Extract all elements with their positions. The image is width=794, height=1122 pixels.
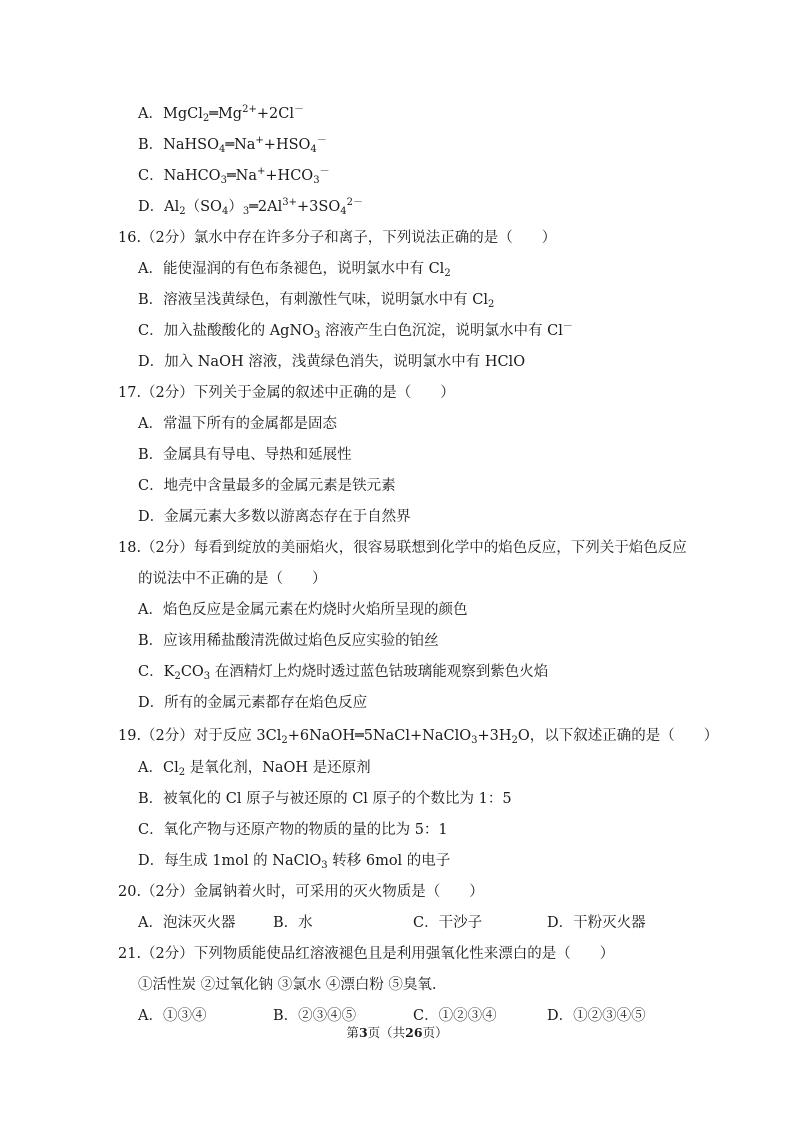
page-footer: 第3页（共26页） bbox=[346, 1025, 448, 1040]
q20-options bbox=[138, 913, 678, 933]
q16-option-a: A．能使湿润的有色布条褪色，说明氯水中有 $Cl_2$ bbox=[138, 261, 451, 279]
q18-option-d: D．所有的金属元素都存在焰色反应 bbox=[138, 695, 368, 711]
q17-option-d: D．金属元素大多数以游离态存在于自然界 bbox=[138, 509, 411, 525]
q16-stem: 16.（2分）氯水中存在许多分子和离子，下列说法正确的是（ ） bbox=[118, 230, 557, 246]
current-page-number: 3 bbox=[358, 1025, 368, 1040]
q20-option-b: B．水 bbox=[273, 915, 313, 931]
q21-options bbox=[138, 1006, 678, 1026]
q19-option-c: C．氧化产物与还原产物的物质的量的比为 5：1 bbox=[138, 822, 448, 838]
q16-option-b: B．溶液呈浅黄绿色，有刺激性气味，说明氯水中有 $Cl_2$ bbox=[138, 292, 495, 310]
q17-option-a: A．常温下所有的金属都是固态 bbox=[138, 416, 337, 432]
q17-stem: 17.（2分）下列关于金属的叙述中正确的是（ ） bbox=[118, 385, 455, 401]
q20-option-a: A．泡沫灭火器 bbox=[138, 915, 236, 931]
q18-option-b: B．应该用稀盐酸清洗做过焰色反应实验的铂丝 bbox=[138, 633, 439, 649]
q19-option-b: B．被氧化的 Cl 原子与被还原的 Cl 原子的个数比为 1：5 bbox=[138, 791, 512, 807]
q16-option-d: D．加入 NaOH 溶液，浅黄绿色消失，说明氯水中有 HClO bbox=[138, 354, 526, 370]
q16-option-c: C．加入盐酸酸化的 AgNO$_3$ 溶液产生白色沉淀，说明氯水中有 Cl－ bbox=[138, 321, 573, 341]
q17-option-b: B．金属具有导电、导热和延展性 bbox=[138, 447, 352, 463]
q18-option-c: C．$K_2CO_3$ 在酒精灯上灼烧时透过蓝色钴玻璃能观察到紫色火焰 bbox=[138, 664, 549, 682]
q21-option-b: B．②③④⑤ bbox=[273, 1008, 357, 1024]
total-pages: 26 bbox=[405, 1025, 423, 1040]
q18-stem: 18.（2分）每看到绽放的美丽焰火，很容易联想到化学中的焰色反应，下列关于焰色反应 bbox=[118, 540, 687, 556]
q15-option-d: D．$Al_2(SO_4)_3═2Al^{3+}+3SO_4^{2-}$ bbox=[138, 197, 363, 217]
q19-option-d: D．每生成 1mol 的 NaClO$_3$ 转移 6mol 的电子 bbox=[138, 853, 451, 871]
q21-option-d: D．①②③④⑤ bbox=[547, 1008, 646, 1024]
q19-stem: 19.（2分）对于反应 $3Cl_2+6NaOH═5NaCl+NaClO_3+3H_2O$，以下叙述正确的是（ ） bbox=[118, 728, 719, 746]
q19-option-a: A．$Cl_2$ 是氧化剂，NaOH 是还原剂 bbox=[138, 760, 371, 778]
q20-option-c: C．干沙子 bbox=[413, 915, 483, 931]
q21-option-a: A．①③④ bbox=[138, 1008, 207, 1024]
q21-option-c: C．①②③④ bbox=[413, 1008, 497, 1024]
q18-option-a: A．焰色反应是金属元素在灼烧时火焰所呈现的颜色 bbox=[138, 602, 468, 618]
q18-stem-continued: 的说法中不正确的是（ ） bbox=[138, 571, 327, 587]
q20-stem: 20.（2分）金属钠着火时，可采用的灭火物质是（ ） bbox=[118, 884, 484, 900]
q17-option-c: C．地壳中含量最多的金属元素是铁元素 bbox=[138, 478, 396, 494]
q15-option-a: A．$MgCl_2═Mg^{2+}+2Cl^-$ bbox=[138, 104, 304, 124]
q20-option-d: D．干粉灭火器 bbox=[547, 915, 646, 931]
q15-option-b: B．$NaHSO_4═Na^++HSO_4^-$ bbox=[138, 135, 327, 155]
q21-items: ①活性炭 ②过氧化钠 ③氯水 ④漂白粉 ⑤臭氧. bbox=[138, 977, 437, 993]
q21-stem: 21.（2分）下列物质能使品红溶液褪色且是利用强氧化性来漂白的是（ ） bbox=[118, 946, 615, 962]
q15-option-c: C．$NaHCO_3═Na^++HCO_3^-$ bbox=[138, 166, 330, 186]
